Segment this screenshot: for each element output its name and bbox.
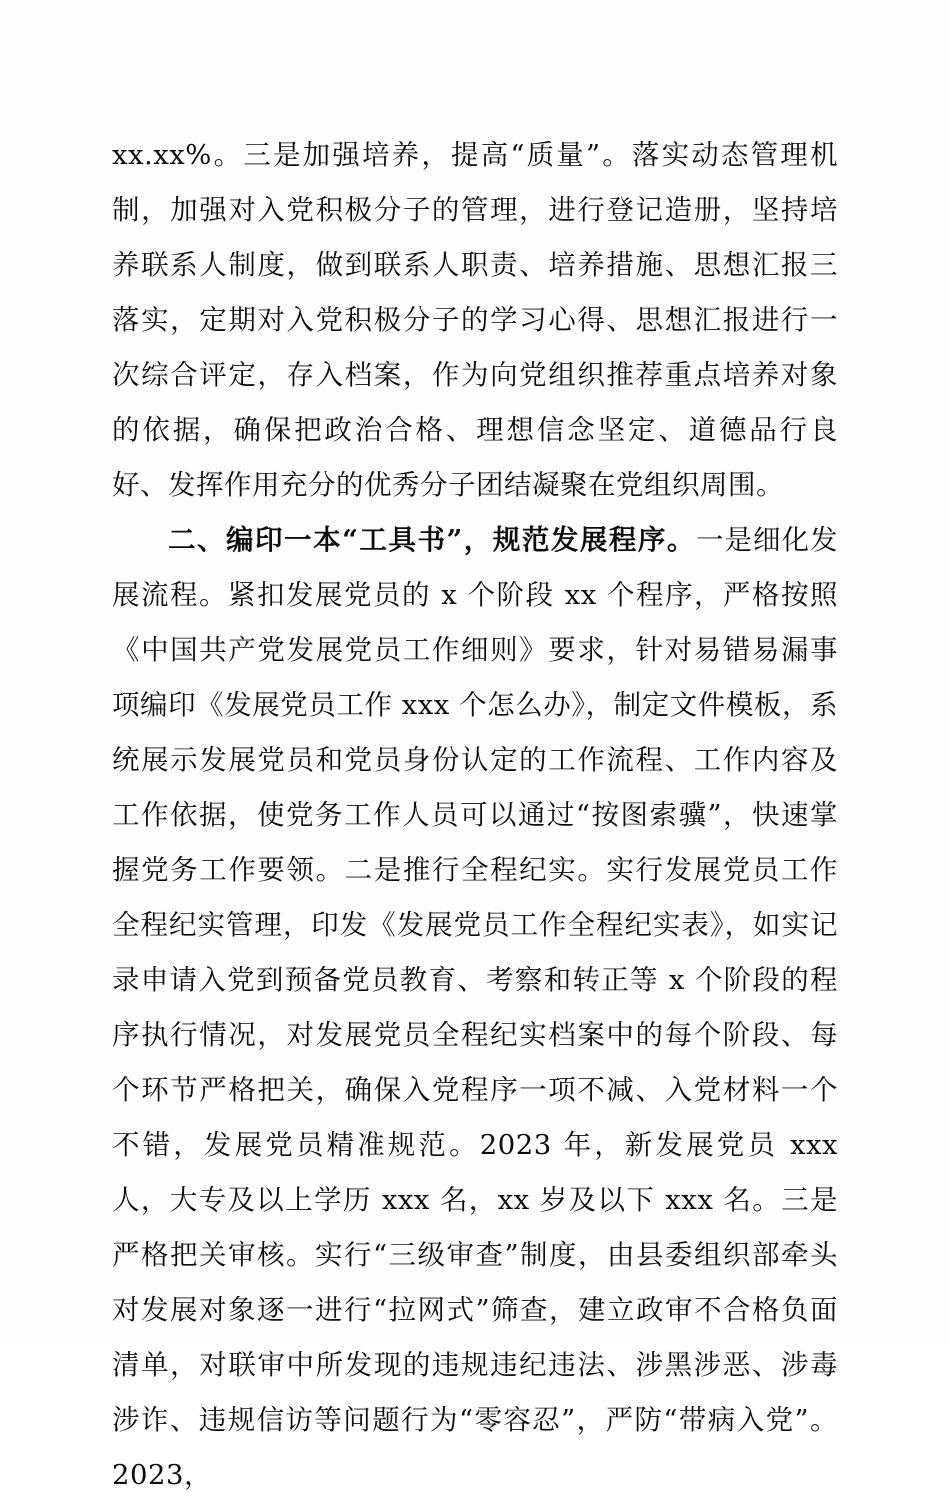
paragraph-1-text: xx.xx%。三是加强培养，提高“质量”。落实动态管理机制，加强对入党积极分子的管理，进行登记造册，坚持培养联系人制度，做到联系人职责、培养措施、思想汇报三落实，定期对入党积极分子的学习心得、思想汇报进行一次综合评定，存入档案，作为向党组织推荐重点培养对象的依据，确保把政治合格、理想信念坚定、道德品行良好、发挥作用充分的优秀分子团结凝聚在党组织周围。	[112, 139, 838, 501]
document-body	[112, 128, 838, 1503]
section-heading-two: 二、编印一本“工具书”，规范发展程序。	[168, 524, 696, 556]
paragraph-2	[112, 513, 838, 1503]
paragraph-2-text: 一是细化发展流程。紧扣发展党员的 x 个阶段 xx 个程序，严格按照《中国共产党发展党员工作细则》要求，针对易错易漏事项编印《发展党员工作 xxx 个怎么办》，制定文件模板，系统展示发展党员和党员身份认定的工作流程、工作内容及工作依据，使党务工作人员可以通过“按图索骥”，快速掌握党务工作要领。二是推行全程纪实。实行发展党员工作全程纪实管理，印发《发展党员工作全程纪实表》，如实记录申请入党到预备党员教育、考察和转正等 x 个阶段的程序执行情况，对发展党员全程纪实档案中的每个阶段、每个环节严格把关，确保入党程序一项不减、入党材料一个不错，发展党员精准规范。2023 年，新发展党员 xxx 人，大专及以上学历 xxx 名，xx 岁及以下 xxx 名。三是严格把关审核。实行“三级审查”制度，由县委组织部牵头对发展对象逐一进行“拉网式”筛查，建立政审不合格负面清单，对联审中所发现的违规违纪违法、涉黑涉恶、涉毒涉诈、违规信访等问题行为“零容忍”，严防“带病入党”。2023，	[112, 524, 838, 1491]
paragraph-1	[112, 128, 838, 513]
